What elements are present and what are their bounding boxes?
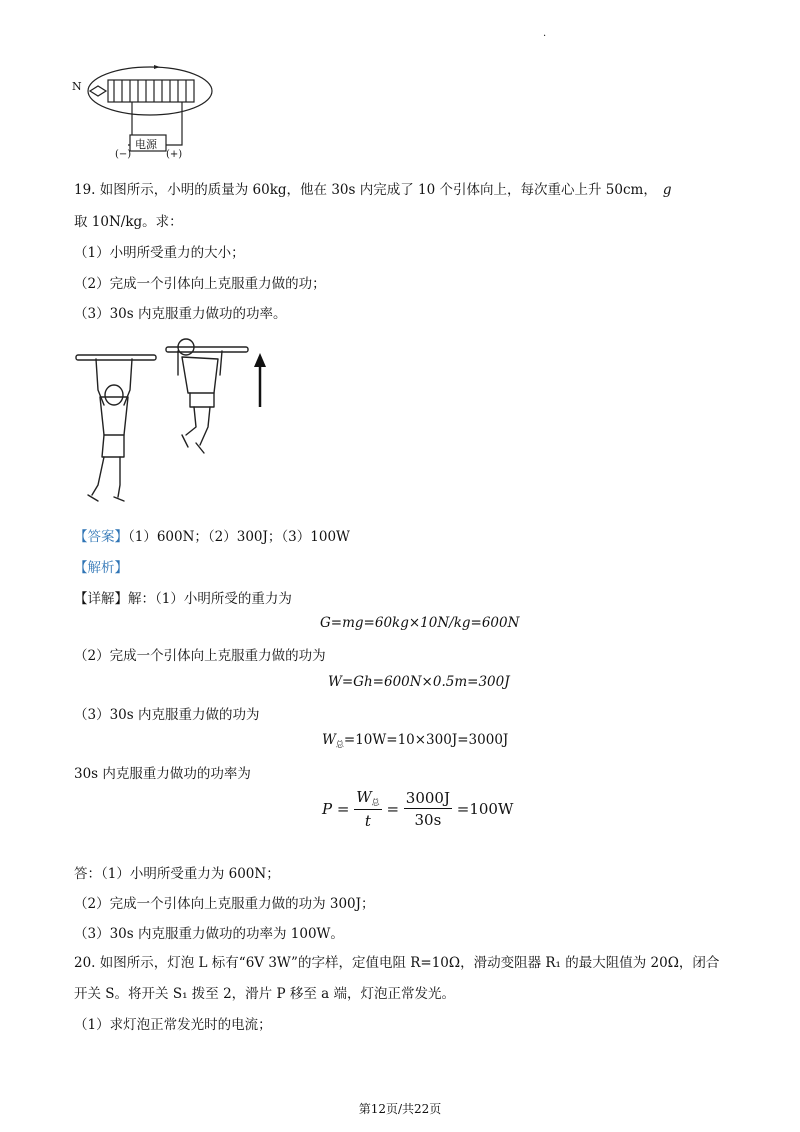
answer-line (74, 525, 350, 545)
reply-line2: （2）完成一个引体向上克服重力做的功为 300J； (74, 896, 375, 912)
fraction-work-over-time: $\frac{W_总}{t}$ (356, 788, 380, 830)
top-dot: . (543, 28, 547, 39)
detail-intro: 【详解】解：（1）小明所受的重力为 (74, 591, 292, 607)
detail-step2: （2）完成一个引体向上克服重力做的功为 (74, 648, 326, 664)
page-number: 第12页/共22页 (358, 1102, 442, 1116)
q20-part1: （1）求灯泡正常发光时的电流； (74, 1017, 272, 1033)
answer-text: （1）600N；（2）300J；（3）100W (128, 529, 350, 545)
q19-line1: 19. 如图所示，小明的质量为 60kg，他在 30s 内完成了 10 个引体向上，每次重心上升 50cm， g (74, 182, 672, 198)
reply-line3: （3）30s 内克服重力做功的功率为 100W。 (74, 926, 344, 942)
q19-line2: 取 10N/kg。求： (74, 214, 183, 230)
fraction-values: $\frac{3000J}{30s}$ (405, 789, 450, 829)
q19-part3: （3）30s 内克服重力做功的功率。 (74, 306, 287, 322)
solenoid-n-label: N (72, 80, 82, 93)
answer-tag: 【答案】 (74, 529, 128, 545)
equation-power: P = $\frac{W_总}{t}$ = $\frac{3000J}{30s}$ =100W (322, 788, 514, 830)
negative-terminal-label: (−) (115, 149, 132, 160)
positive-terminal-label: (+) (166, 149, 183, 160)
analysis-tag: 【解析】 (74, 560, 128, 576)
q20-line2: 开关 S。将开关 S₁ 拨至 2，滑片 P 移至 a 端，灯泡正常发光。 (74, 986, 455, 1002)
detail-step4: 30s 内克服重力做功的功率为 (74, 766, 251, 782)
detail-tag: 【详解】 (74, 591, 128, 607)
pull-up-figure (74, 335, 274, 510)
equation-total-work: $W_总=10W=10\times 300J=3000J$ (322, 732, 509, 749)
power-source-label: 电源 (135, 138, 157, 151)
q19-part1: （1）小明所受重力的大小； (74, 245, 245, 261)
detail-step3: （3）30s 内克服重力做的功为 (74, 707, 260, 723)
equation-gravity: G=mg=60kg×10N/kg=600N (320, 615, 520, 631)
q19-part2: （2）完成一个引体向上克服重力做的功； (74, 276, 326, 292)
q20-line1: 20. 如图所示，灯泡 L 标有“6V 3W”的字样，定值电阻 R=10Ω，滑动变阻器 R₁ 的最大阻值为 20Ω，闭合 (74, 955, 720, 971)
reply-line1: 答：（1）小明所受重力为 600N； (74, 866, 280, 882)
equation-work: W=Gh=600N×0.5m=300J (328, 674, 510, 690)
